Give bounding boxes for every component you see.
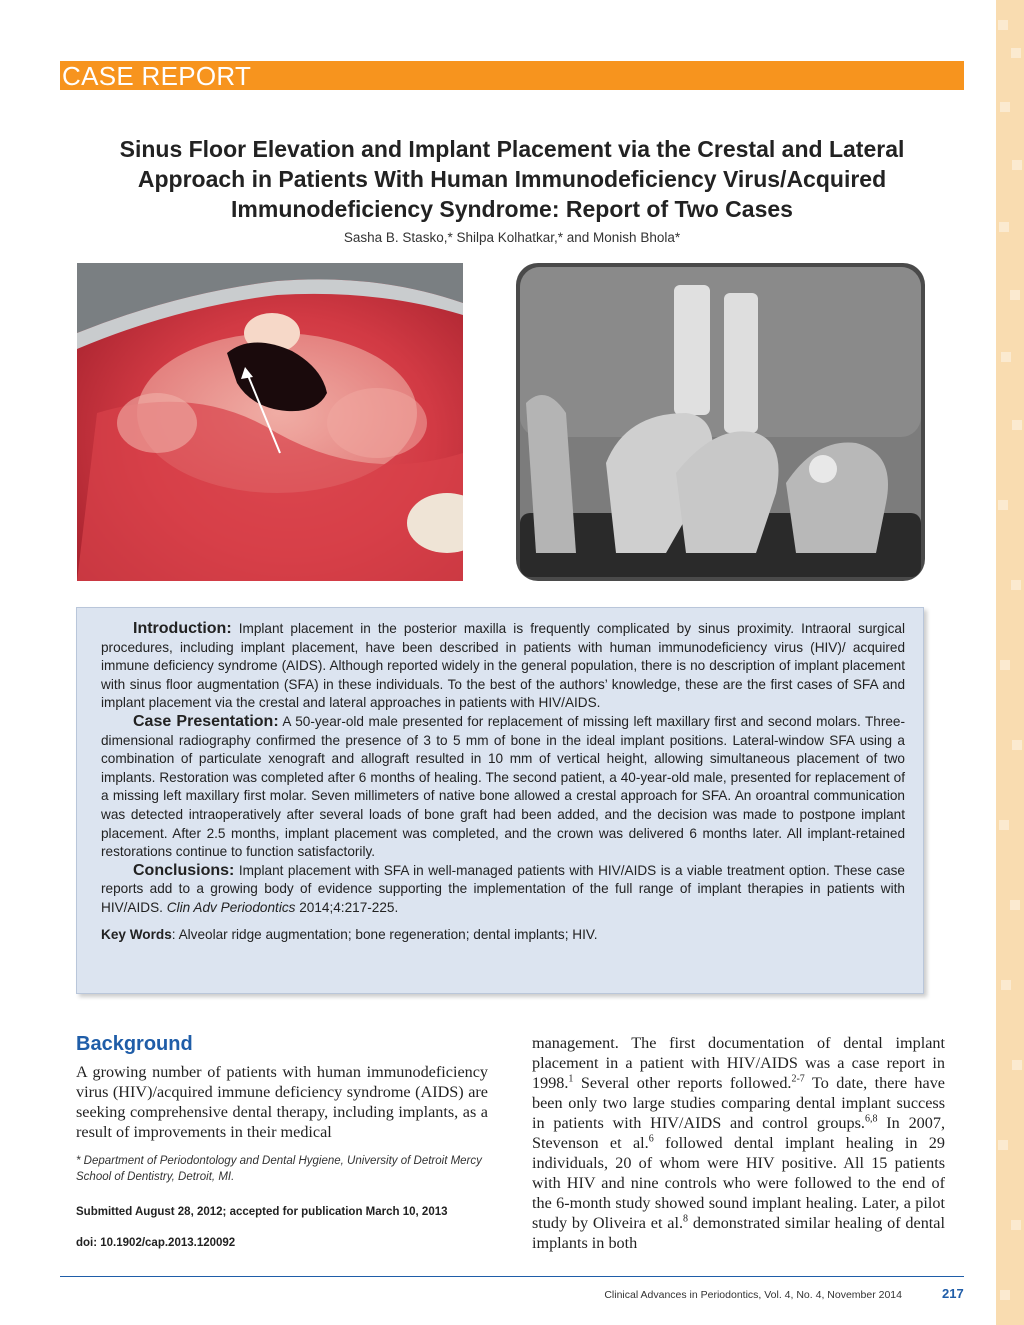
- title-line-1: Sinus Floor Elevation and Implant Placement via the Crestal and Lateral: [119, 136, 905, 162]
- citation-ref: 6,8: [864, 1113, 878, 1125]
- submission-dates: Submitted August 28, 2012; accepted for publication March 10, 2013: [76, 1206, 448, 1218]
- body-text: management. The first documentation of dental implant placement in a patient with HIV/AIDS was a case report in 1998.: [532, 1034, 945, 1092]
- body-text: followed dental implant healing in 29 individuals, 20 of whom were HIV positive. All 15 patients with HIV and nine controls who were followed to the end of the 6-month study showed sound implant healing. Later, a pilot study by Oliveira et al.: [532, 1134, 945, 1232]
- abstract-conclusions: [101, 862, 905, 918]
- title-line-3: Immunodeficiency Syndrome: Report of Two Cases: [231, 196, 793, 222]
- background-heading: Background: [76, 1033, 193, 1055]
- decorative-side-stripe: [996, 0, 1024, 1325]
- affiliation-footnote: * Department of Periodontology and Dental Hygiene, University of Detroit Mercy School of Dentistry, Detroit, MI.: [76, 1155, 482, 1183]
- citation-ref: 1: [568, 1073, 574, 1085]
- background-right-column: [532, 1033, 945, 1253]
- body-text: Several other reports followed.: [573, 1074, 792, 1092]
- abstract-case-presentation: [101, 713, 905, 862]
- article-title: [60, 134, 964, 224]
- abstract-introduction: [101, 620, 905, 713]
- conclusions-text: Implant placement with SFA in well-managed patients with HIV/AIDS is a viable treatment option. These case reports add to a growing body of evidence supporting the implementation of the full range of implant therapies in patients with HIV/AIDS.: [101, 862, 905, 915]
- key-words: [101, 926, 905, 945]
- body-text: To date, there have been only two large studies comparing dental implant success in patients with HIV/AIDS and control groups.: [532, 1074, 945, 1132]
- citation-journal: Clin Adv Periodontics: [166, 899, 296, 915]
- section-label: CASE REPORT: [62, 61, 252, 91]
- title-line-2: Approach in Patients With Human Immunodeficiency Virus/Acquired: [137, 166, 887, 192]
- footer-rule: [60, 1276, 964, 1277]
- section-banner: [60, 61, 964, 90]
- introduction-label: Introduction:: [133, 620, 232, 637]
- abstract-text: [101, 620, 905, 944]
- conclusions-label: Conclusions:: [133, 861, 235, 879]
- introduction-text: Implant placement in the posterior maxilla is frequently complicated by sinus proximity. Intraoral surgical procedures, including implant placement, have been described in patients with human immunodeficiency virus (HIV)/ acquired immune deficiency syndrome (AIDS). Although reported widely in the general population, there is no description of implant placement with sinus floor augmentation (SFA) in these individuals. To the best of the authors’ knowledge, these are the first cases of SFA and implant placement via the crestal and lateral approaches in patients with HIV/AIDS.: [101, 621, 905, 711]
- radiograph-image: [516, 263, 925, 581]
- key-words-label: Key Words: [101, 926, 172, 942]
- body-text: In 2007, Stevenson et al.: [532, 1114, 945, 1152]
- citation-details: 2014;4:217-225.: [295, 899, 399, 915]
- key-words-text: : Alveolar ridge augmentation; bone regeneration; dental implants; HIV.: [171, 926, 598, 942]
- background-left-column: [76, 1062, 488, 1142]
- doi-link[interactable]: doi: 10.1902/cap.2013.120092: [76, 1237, 236, 1249]
- authors: Sasha B. Stasko,* Shilpa Kolhatkar,* and Monish Bhola*: [343, 230, 681, 245]
- citation-ref: 6: [648, 1133, 654, 1145]
- background-left-text: A growing number of patients with human immunodeficiency virus (HIV)/acquired immune deficiency syndrome (AIDS) are seeking comprehensive dental therapy, including implants, as a result of improvements in their medical: [76, 1063, 488, 1141]
- body-text: demonstrated similar healing of dental implants in both: [532, 1214, 945, 1252]
- citation-ref: 8: [683, 1213, 689, 1225]
- citation-ref: 2-7: [791, 1073, 805, 1085]
- abstract-box: [76, 607, 924, 994]
- clinical-photo: [77, 263, 463, 581]
- page-number: 217: [942, 1286, 964, 1301]
- journal-footer: Clinical Advances in Periodontics, Vol. 4, No. 4, November 2014: [604, 1289, 902, 1301]
- case-presentation-label: Case Presentation:: [133, 712, 279, 730]
- case-presentation-text: A 50-year-old male presented for replacement of missing left maxillary first and second molars. Three-dimensional radiography confirmed the presence of 3 to 5 mm of bone in the ideal implant positions. Lateral-window SFA using a combination of particulate xenograft and allograft resulted in 10 mm of vertical height, allowing simultaneous placement of two implants. Restoration was completed after 6 months of healing. The second patient, a 40-year-old male, presented for replacement of a missing left maxillary first molar. Seven millimeters of native bone allowed a crestal approach for SFA. An oroantral communication was detected intraoperatively after several loads of bone graft had been added, and the decision was made to postpone implant placement. After 2.5 months, implant placement was completed, and the crown was delivered 6 months later. All implant-retained restorations continue to function satisfactorily.: [101, 713, 906, 860]
